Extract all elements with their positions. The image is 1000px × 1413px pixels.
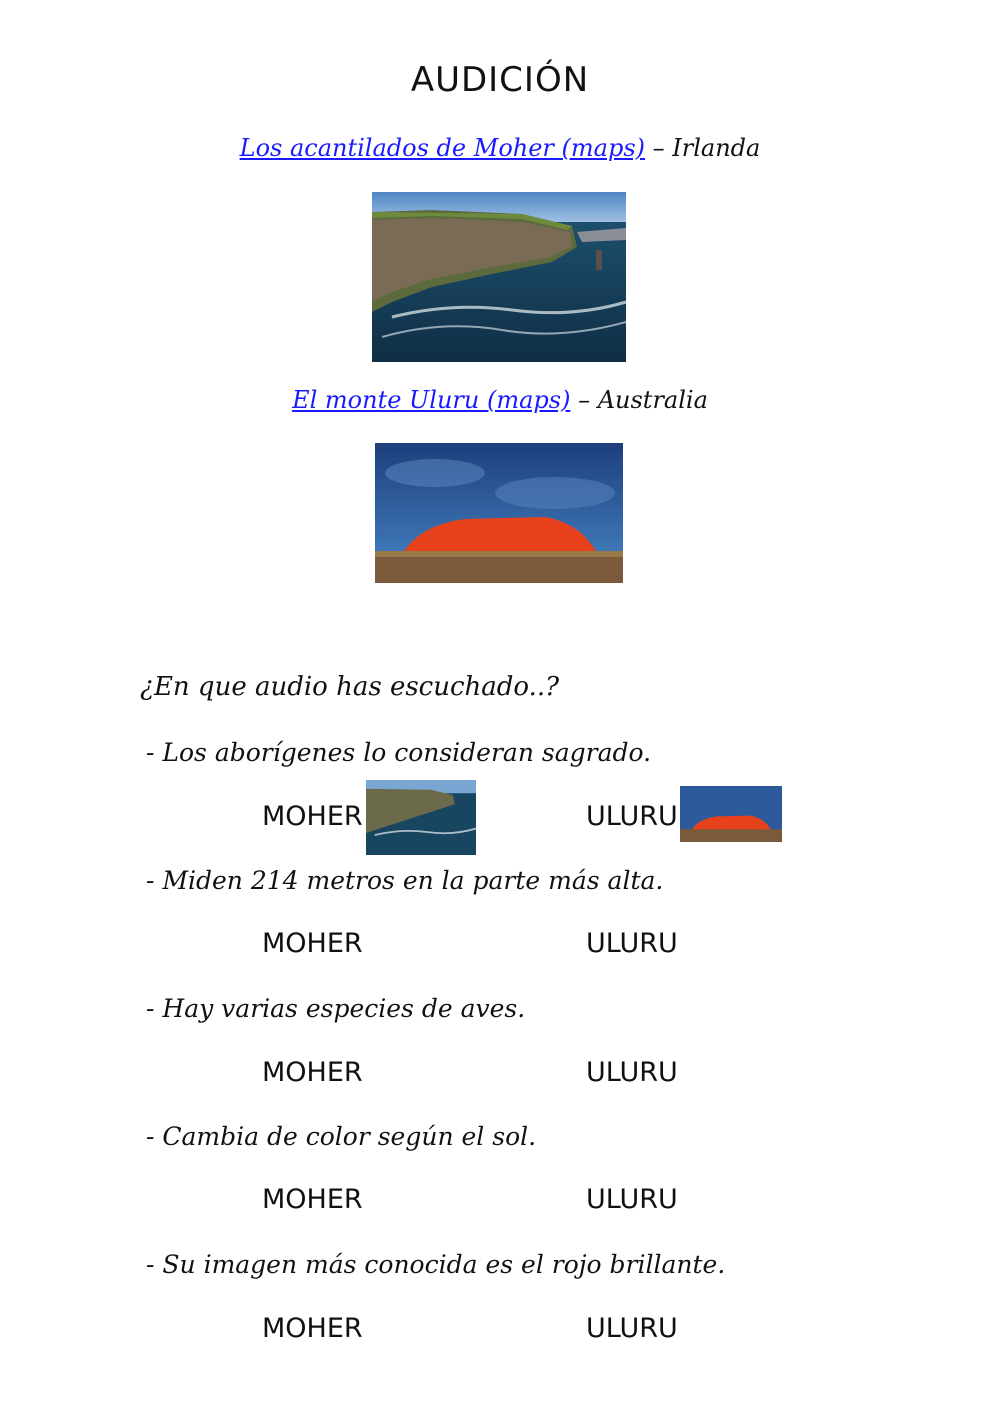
option-moher-1[interactable]: MOHER (262, 801, 363, 832)
option-moher-4[interactable]: MOHER (262, 1184, 363, 1215)
uluru-maps-link[interactable]: El monte Uluru (maps) (292, 386, 571, 414)
moher-thumbnail (366, 780, 476, 855)
statement-3: - Hay varias especies de aves. (146, 994, 526, 1023)
option-uluru-1[interactable]: ULURU (586, 801, 678, 832)
separator: – (645, 134, 673, 162)
option-uluru-3[interactable]: ULURU (586, 1057, 678, 1088)
country-label: Irlanda (672, 134, 761, 162)
separator: – (570, 386, 598, 414)
option-moher-5[interactable]: MOHER (262, 1313, 363, 1344)
country-label: Australia (597, 386, 708, 414)
question-text: ¿En que audio has escuchado..? (140, 672, 560, 702)
statement-1: - Los aborígenes lo consideran sagrado. (146, 738, 652, 767)
cliffs-of-moher-photo (372, 192, 626, 362)
option-moher-2[interactable]: MOHER (262, 928, 363, 959)
option-uluru-2[interactable]: ULURU (586, 928, 678, 959)
statement-4: - Cambia de color según el sol. (146, 1122, 537, 1151)
uluru-thumbnail (680, 786, 782, 842)
option-moher-3[interactable]: MOHER (262, 1057, 363, 1088)
place-moher-heading (0, 134, 1000, 162)
place-uluru-heading (0, 386, 1000, 414)
statement-5: - Su imagen más conocida es el rojo brillante. (146, 1250, 726, 1279)
statement-2: - Miden 214 metros en la parte más alta. (146, 866, 664, 895)
moher-maps-link[interactable]: Los acantilados de Moher (maps) (239, 134, 646, 162)
option-uluru-4[interactable]: ULURU (586, 1184, 678, 1215)
uluru-rock-photo (375, 443, 623, 583)
option-uluru-5[interactable]: ULURU (586, 1313, 678, 1344)
page-title: AUDICIÓN (410, 60, 590, 100)
